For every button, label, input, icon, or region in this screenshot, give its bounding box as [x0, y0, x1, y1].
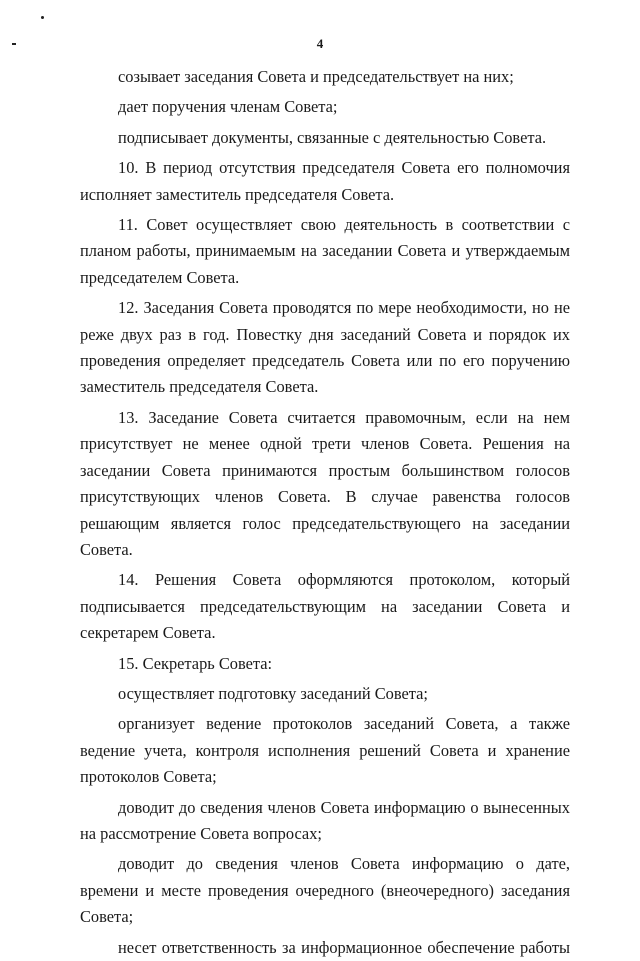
paragraph: доводит до сведения членов Совета информацию о дате, времени и месте проведения очередного (внеочередного) заседания Совета; — [80, 854, 570, 927]
paragraph: 14. Решения Совета оформляются протоколом, который подписывается председательствующим на заседании Совета и секретарем Совета. — [80, 570, 570, 643]
paragraph: дает поручения членам Совета; — [118, 97, 338, 117]
paragraph: несет ответственность за информационное обеспечение работы — [118, 937, 570, 957]
paragraph: 12. Заседания Совета проводятся по мере необходимости, но не реже двух раз в год. Повестку дня заседаний Совета и порядок их проведения определяет председатель Совета или по его поручению заместитель председателя Совета. — [80, 298, 570, 397]
document-body — [80, 64, 570, 961]
paragraph: подписывает документы, связанные с деятельностью Совета. — [118, 127, 547, 147]
paragraph: 11. Совет осуществляет свою деятельность в соответствии с планом работы, принимаемым на заседании Совета и утверждаемым председателем Совета. — [80, 215, 570, 287]
page-number: 4 — [316, 36, 324, 51]
paragraph: созывает заседания Совета и председательствует на них; — [118, 67, 514, 86]
paragraph: 13. Заседание Совета считается правомочным, если на нем присутствует не менее одной трети членов Совета. Решения на заседании Совета принимаются простым большинством голосов присутствующих членов Совета. В случае равенства голосов решающим является голос председательствующего на заседании Совета. — [80, 407, 570, 559]
paragraph: доводит до сведения членов Совета информацию о вынесенных на рассмотрение Совета вопросах; — [80, 797, 570, 843]
scan-speck — [41, 16, 44, 19]
paragraph: организует ведение протоколов заседаний Совета, а также ведение учета, контроля исполнения решений Совета и хранение протоколов Совета; — [80, 714, 570, 787]
paragraph: осуществляет подготовку заседаний Совета; — [118, 683, 428, 703]
paragraph: 15. Секретарь Совета: — [118, 653, 273, 673]
paragraph: 10. В период отсутствия председателя Совета его полномочия исполняет заместитель председателя Совета. — [80, 158, 570, 204]
